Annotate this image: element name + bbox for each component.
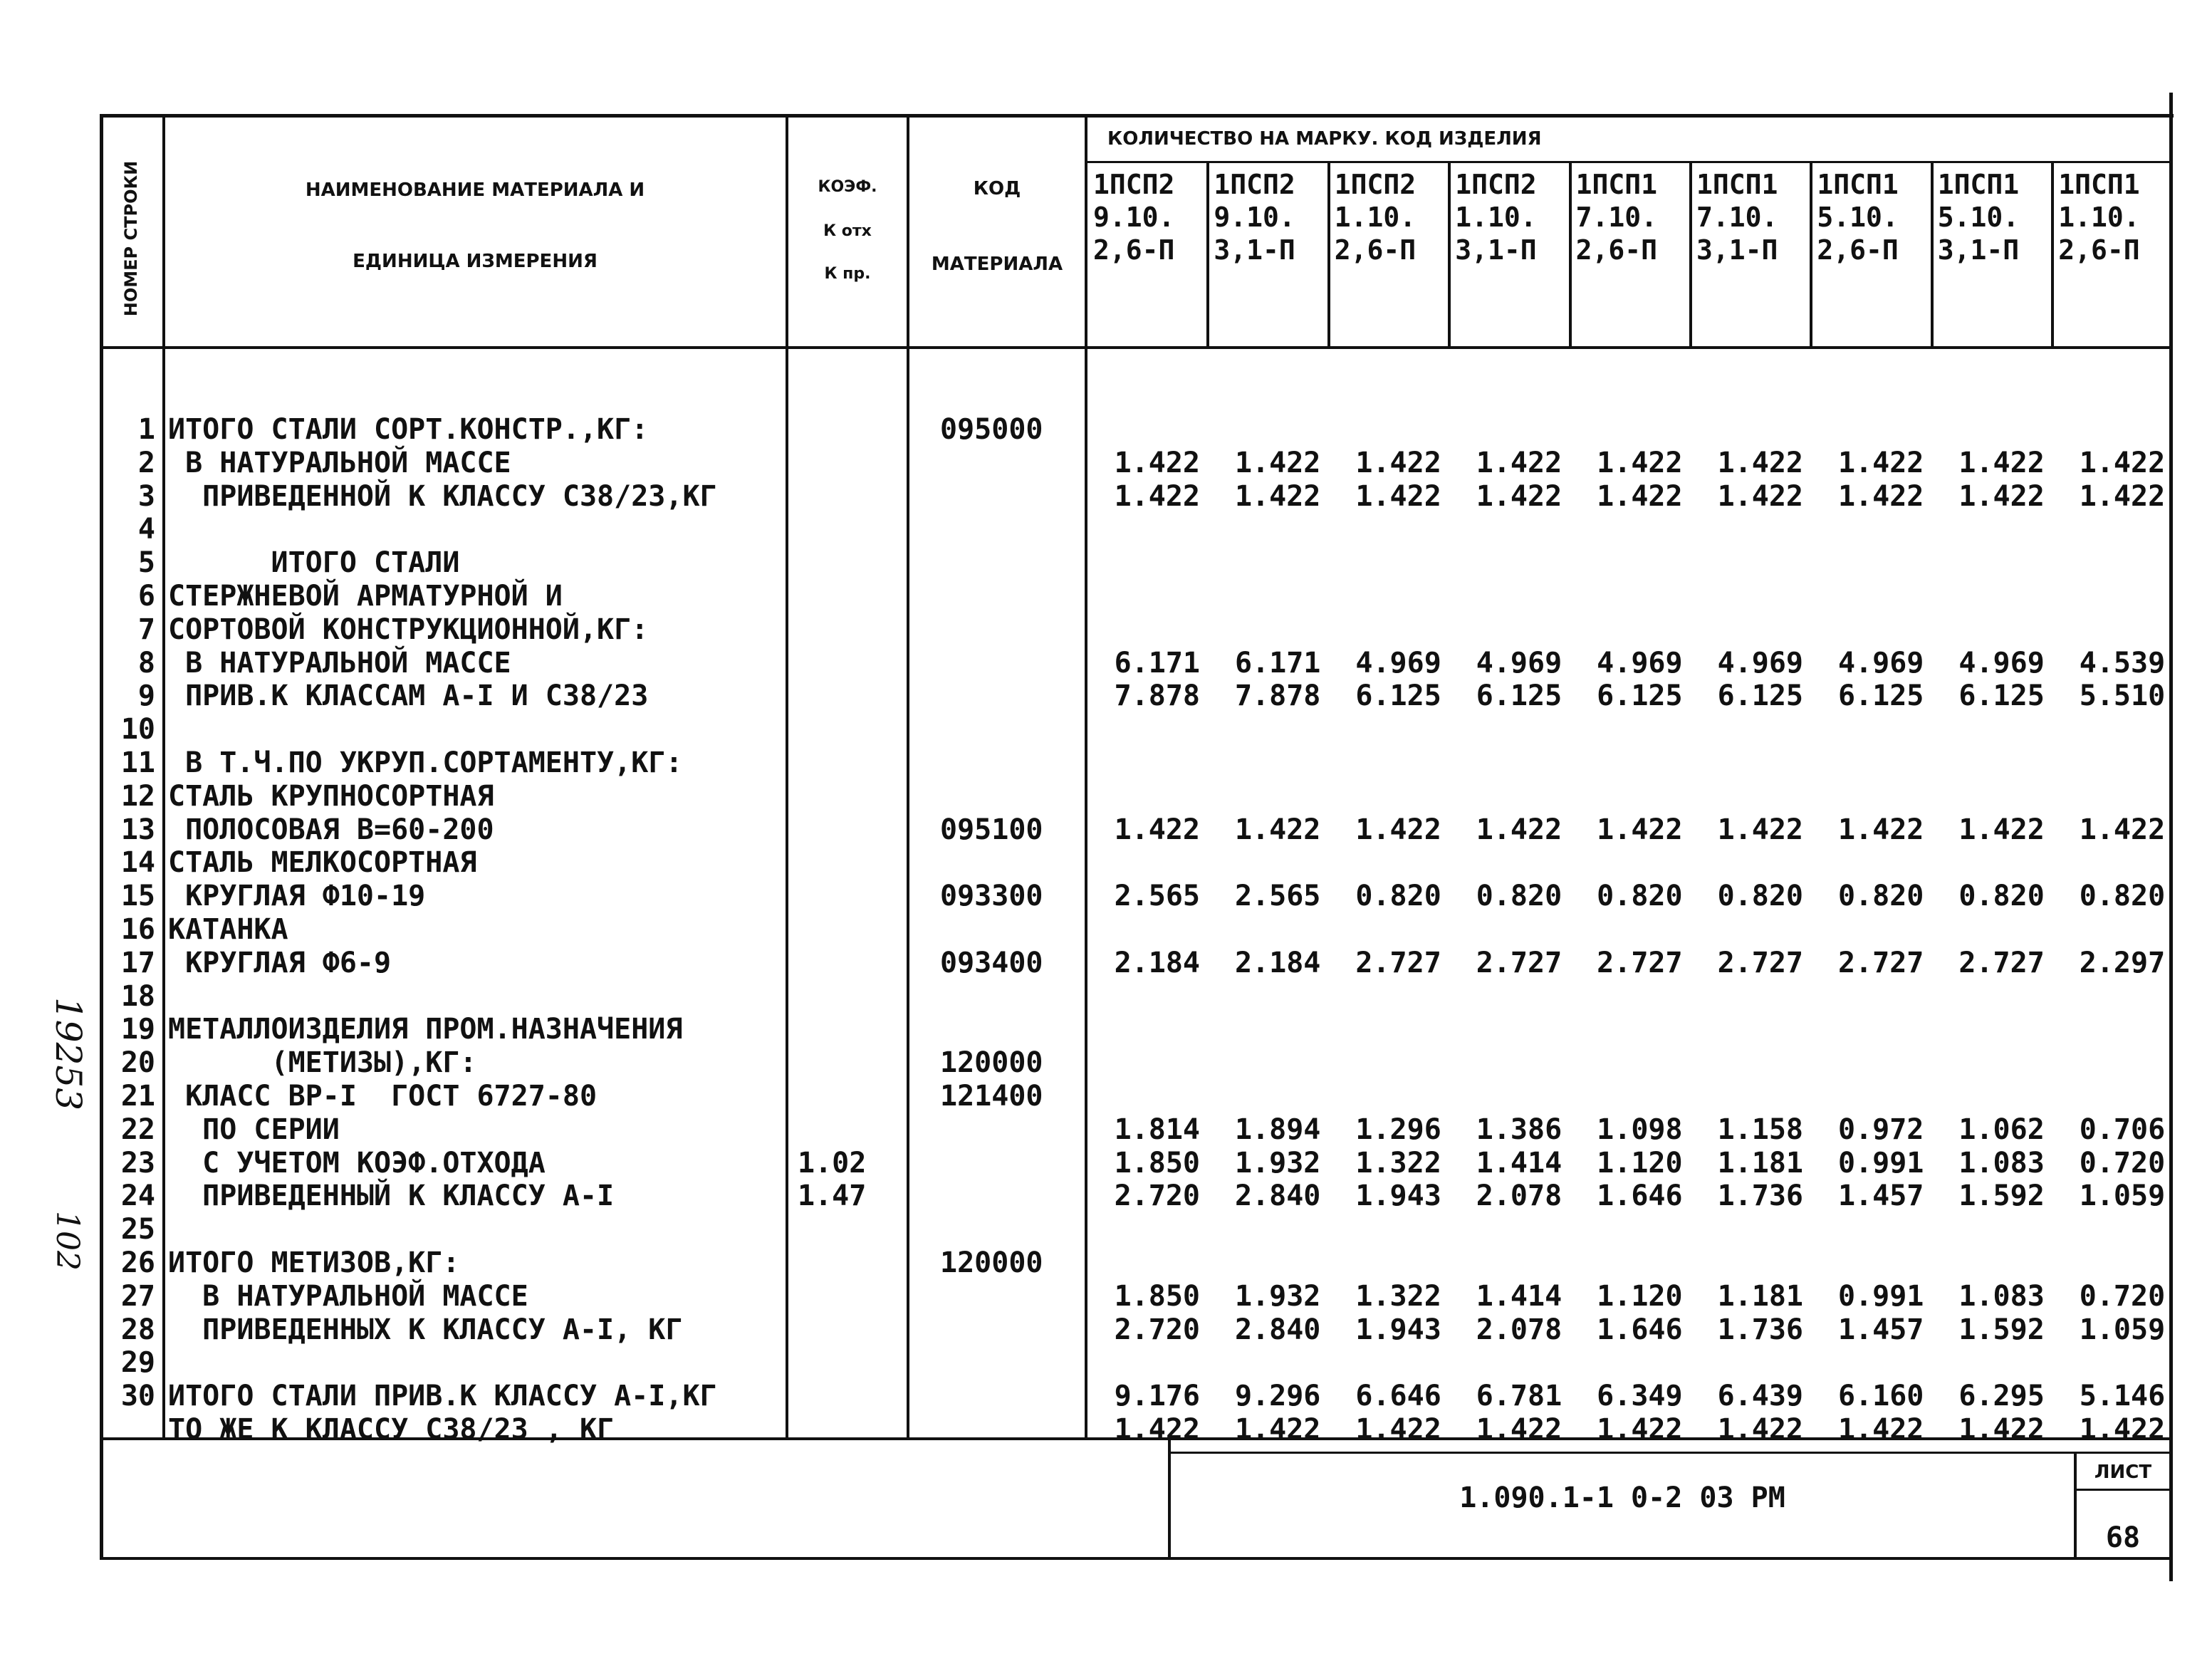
row-number: 8 — [137, 646, 155, 680]
quantity-value: 2.727 — [1717, 946, 1803, 979]
table-row — [0, 913, 2212, 947]
quantity-value: 1.181 — [1717, 1279, 1803, 1313]
quantity-value: 1.422 — [1114, 1413, 1200, 1446]
quantity-value: 6.171 — [1234, 646, 1321, 680]
quantity-value: 1.422 — [1837, 479, 1924, 513]
quantity-value: 0.720 — [2079, 1146, 2166, 1180]
quantity-value: 1.422 — [1114, 479, 1200, 513]
material-name: ИТОГО СТАЛИ — [168, 546, 460, 580]
quantity-value: 4.969 — [1597, 646, 1683, 680]
row-number: 29 — [120, 1346, 155, 1380]
table-row — [0, 980, 2212, 1014]
quantity-value: 1.422 — [1958, 1413, 2045, 1446]
table-row — [0, 947, 2212, 980]
quantity-value: 4.969 — [1837, 646, 1924, 680]
quantity-value: 2.184 — [1234, 946, 1321, 979]
header-code-1: КОД — [973, 178, 1021, 199]
header-row-number: НОМЕР СТРОКИ — [121, 160, 141, 317]
quantity-value: 1.736 — [1717, 1313, 1803, 1346]
quantity-value: 1.083 — [1958, 1146, 2045, 1180]
table-row — [0, 1213, 2212, 1246]
table-row — [0, 846, 2212, 880]
quantity-value: 1.422 — [1958, 479, 2045, 513]
quantity-value: 0.991 — [1837, 1279, 1924, 1313]
quantity-value: 2.727 — [1476, 946, 1563, 979]
row-number: 28 — [120, 1313, 155, 1346]
mark-header: 1ПСП2 9.10. 3,1-П — [1214, 169, 1295, 266]
quantity-value: 2.727 — [1355, 946, 1441, 979]
row-number: 3 — [137, 479, 155, 513]
quantity-value: 0.820 — [1355, 880, 1441, 913]
material-name: ПРИВЕДЕННОЙ К КЛАССУ С38/23,КГ — [168, 479, 717, 513]
quantity-value: 1.422 — [1958, 446, 2045, 479]
quantity-value: 1.943 — [1355, 1180, 1441, 1213]
quantity-value: 6.160 — [1837, 1380, 1924, 1413]
table-row — [0, 1346, 2212, 1380]
quantity-value: 1.158 — [1717, 1113, 1803, 1146]
quantity-value: 0.991 — [1837, 1146, 1924, 1180]
material-code: 121400 — [940, 1080, 1043, 1113]
quantity-value: 4.969 — [1717, 646, 1803, 680]
material-name: В НАТУРАЛЬНОЙ МАССЕ — [168, 646, 511, 680]
quantity-value: 1.850 — [1114, 1279, 1200, 1313]
quantity-value: 1.422 — [1355, 446, 1441, 479]
quantity-value: 4.539 — [2079, 646, 2166, 680]
quantity-value: 0.820 — [2079, 880, 2166, 913]
quantity-value: 2.078 — [1476, 1313, 1563, 1346]
document-code: 1.090.1-1 0-2 03 РМ — [1459, 1482, 1785, 1514]
quantity-value: 0.706 — [2079, 1113, 2166, 1146]
quantity-value: 4.969 — [1355, 646, 1441, 680]
quantity-value: 1.098 — [1597, 1113, 1683, 1146]
quantity-value: 1.646 — [1597, 1313, 1683, 1346]
quantity-value: 6.125 — [1837, 680, 1924, 713]
mark-header: 1ПСП1 5.10. 3,1-П — [1937, 169, 2020, 266]
material-name: ИТОГО МЕТИЗОВ,КГ: — [168, 1246, 460, 1279]
sheet-label: ЛИСТ — [2094, 1462, 2152, 1483]
quantity-value: 1.422 — [1597, 1413, 1683, 1446]
quantity-value: 1.422 — [1597, 446, 1683, 479]
mark-col-divider — [2051, 162, 2054, 348]
material-name: ПРИВ.К КЛАССАМ А-I И С38/23 — [168, 680, 649, 713]
quantity-value: 6.125 — [1355, 680, 1441, 713]
table-row — [0, 813, 2212, 847]
mark-header: 1ПСП1 7.10. 2,6-П — [1575, 169, 1657, 266]
material-name: В НАТУРАЛЬНОЙ МАССЕ — [168, 1279, 528, 1313]
material-code: 120000 — [940, 1046, 1043, 1080]
mark-col-divider — [1931, 162, 1934, 348]
quantity-value: 1.422 — [1355, 1413, 1441, 1446]
quantity-value: 1.422 — [1837, 446, 1924, 479]
row-number: 12 — [120, 779, 155, 813]
mark-col-divider — [1206, 162, 1209, 348]
row-number: 17 — [120, 946, 155, 979]
quantity-value: 1.422 — [2079, 1413, 2166, 1446]
quantity-value: 2.565 — [1234, 880, 1321, 913]
quantity-value: 1.296 — [1355, 1113, 1441, 1146]
table-row — [0, 1413, 2212, 1447]
quantity-value: 2.727 — [1597, 946, 1683, 979]
quantity-value: 1.386 — [1476, 1113, 1563, 1146]
mark-col-divider — [1448, 162, 1451, 348]
header-coef-2: К отх — [823, 222, 872, 240]
quantity-value: 0.972 — [1837, 1113, 1924, 1146]
table-row — [0, 1113, 2212, 1147]
mark-col-divider — [1810, 162, 1812, 348]
material-name: КАТАНКА — [168, 913, 288, 946]
row-number: 25 — [120, 1213, 155, 1246]
material-code: 095100 — [940, 813, 1043, 846]
quantity-value: 6.349 — [1597, 1380, 1683, 1413]
material-name: (МЕТИЗЫ),КГ: — [168, 1046, 477, 1080]
quantity-value: 1.322 — [1355, 1146, 1441, 1180]
quantity-value: 1.422 — [1717, 1413, 1803, 1446]
quantity-value: 9.176 — [1114, 1380, 1200, 1413]
quantity-value: 1.120 — [1597, 1146, 1683, 1180]
quantity-value: 0.720 — [2079, 1279, 2166, 1313]
quantity-value: 0.820 — [1717, 880, 1803, 913]
quantity-value: 5.146 — [2079, 1380, 2166, 1413]
quantity-value: 4.969 — [1958, 646, 2045, 680]
material-name: СТАЛЬ МЕЛКОСОРТНАЯ — [168, 846, 477, 880]
quantity-value: 2.840 — [1234, 1180, 1321, 1213]
quantity-value: 2.297 — [2079, 946, 2166, 979]
row-number: 19 — [120, 1013, 155, 1046]
row-number: 10 — [120, 713, 155, 746]
quantity-value: 1.422 — [1476, 813, 1563, 846]
table-row — [0, 1147, 2212, 1180]
row-number: 4 — [137, 513, 155, 546]
material-name: ПРИВЕДЕННЫХ К КЛАССУ А-I, КГ — [168, 1313, 683, 1346]
row-number: 5 — [137, 546, 155, 580]
table-row — [0, 513, 2212, 546]
material-name: СТАЛЬ КРУПНОСОРТНАЯ — [168, 779, 494, 813]
table-row — [0, 1280, 2212, 1313]
quantity-value: 1.422 — [1717, 813, 1803, 846]
quantity-value: 1.850 — [1114, 1146, 1200, 1180]
row-number: 11 — [120, 746, 155, 779]
quantity-value: 1.457 — [1837, 1313, 1924, 1346]
mark-header: 1ПСП1 5.10. 2,6-П — [1817, 169, 1899, 266]
header-quantity: КОЛИЧЕСТВО НА МАРКУ. КОД ИЗДЕЛИЯ — [1107, 128, 1542, 150]
quantity-value: 0.820 — [1958, 880, 2045, 913]
table-row — [0, 413, 2212, 447]
quantity-value: 2.720 — [1114, 1180, 1200, 1213]
quantity-value: 2.720 — [1114, 1313, 1200, 1346]
quantity-value: 2.565 — [1114, 880, 1200, 913]
coefficient: 1.02 — [798, 1146, 867, 1180]
quantity-value: 1.646 — [1597, 1180, 1683, 1213]
table-row — [0, 1313, 2212, 1347]
row-number: 9 — [137, 680, 155, 713]
material-name: ИТОГО СТАЛИ ПРИВ.К КЛАССУ А-I,КГ — [168, 1380, 717, 1413]
row-number: 1 — [137, 413, 155, 446]
quantity-header-divider — [1086, 161, 2172, 163]
mark-header: 1ПСП2 1.10. 2,6-П — [1334, 169, 1417, 266]
table-row — [0, 1246, 2212, 1280]
header-material-name-1: НАИМЕНОВАНИЕ МАТЕРИАЛА И — [305, 179, 645, 201]
material-name: КЛАСС ВР-I ГОСТ 6727-80 — [168, 1080, 598, 1113]
quantity-value: 1.422 — [1717, 479, 1803, 513]
quantity-value: 2.727 — [1837, 946, 1924, 979]
quantity-value: 2.184 — [1114, 946, 1200, 979]
quantity-value: 9.296 — [1234, 1380, 1321, 1413]
row-number: 16 — [120, 913, 155, 946]
header-code-2: МАТЕРИАЛА — [931, 254, 1063, 275]
quantity-value: 0.820 — [1837, 880, 1924, 913]
quantity-value: 6.646 — [1355, 1380, 1441, 1413]
row-number: 26 — [120, 1246, 155, 1279]
header-coef-1: КОЭФ. — [818, 178, 877, 196]
quantity-value: 1.120 — [1597, 1279, 1683, 1313]
material-name: ТО ЖЕ К КЛАССУ С38/23 , КГ — [168, 1413, 615, 1446]
quantity-value: 1.422 — [1837, 1413, 1924, 1446]
material-name: ПОЛОСОВАЯ В=60-200 — [168, 813, 494, 846]
quantity-value: 6.439 — [1717, 1380, 1803, 1413]
quantity-value: 1.059 — [2079, 1313, 2166, 1346]
quantity-value: 1.422 — [1476, 1413, 1563, 1446]
coefficient: 1.47 — [798, 1180, 867, 1213]
quantity-value: 1.422 — [1597, 813, 1683, 846]
material-code: 095000 — [940, 413, 1043, 446]
material-name: КРУГЛАЯ Ф6-9 — [168, 946, 392, 979]
quantity-value: 1.422 — [1234, 1413, 1321, 1446]
quantity-value: 1.422 — [1958, 813, 2045, 846]
quantity-value: 6.125 — [1476, 680, 1563, 713]
header-coef-3: К пр. — [824, 265, 871, 283]
sheet-bottom-border — [100, 1557, 2172, 1560]
quantity-value: 2.078 — [1476, 1180, 1563, 1213]
material-name: СОРТОВОЙ КОНСТРУКЦИОННОЙ,КГ: — [168, 613, 649, 646]
table-row — [0, 647, 2212, 680]
quantity-value: 1.422 — [1234, 813, 1321, 846]
quantity-value: 1.414 — [1476, 1279, 1563, 1313]
row-number: 18 — [120, 979, 155, 1013]
mark-col-divider — [1689, 162, 1692, 348]
quantity-value: 1.422 — [1114, 813, 1200, 846]
quantity-value: 1.083 — [1958, 1279, 2045, 1313]
mark-header: 1ПСП1 1.10. 2,6-П — [2058, 169, 2140, 266]
table-row — [0, 1046, 2212, 1080]
row-number: 30 — [120, 1380, 155, 1413]
mark-header: 1ПСП2 1.10. 3,1-П — [1455, 169, 1537, 266]
quantity-value: 1.422 — [1234, 446, 1321, 479]
table-row — [0, 1180, 2212, 1213]
mark-col-divider — [1569, 162, 1572, 348]
row-number: 23 — [120, 1146, 155, 1180]
material-name: ПО СЕРИИ — [168, 1113, 340, 1146]
material-name: В Т.Ч.ПО УКРУП.СОРТАМЕНТУ,КГ: — [168, 746, 683, 779]
quantity-value: 1.592 — [1958, 1180, 2045, 1213]
archive-number: 19253 — [48, 997, 89, 1111]
quantity-value: 1.422 — [1355, 479, 1441, 513]
table-row — [0, 580, 2212, 613]
material-name: ПРИВЕДЕННЫЙ К КЛАССУ А-I — [168, 1180, 615, 1213]
quantity-value: 1.894 — [1234, 1113, 1321, 1146]
quantity-value: 7.878 — [1234, 680, 1321, 713]
mark-col-divider — [1327, 162, 1330, 348]
quantity-value: 1.457 — [1837, 1180, 1924, 1213]
table-row — [0, 880, 2212, 913]
quantity-value: 1.062 — [1958, 1113, 2045, 1146]
quantity-value: 1.814 — [1114, 1113, 1200, 1146]
material-name: МЕТАЛЛОИЗДЕЛИЯ ПРОМ.НАЗНАЧЕНИЯ — [168, 1013, 683, 1046]
quantity-value: 1.422 — [1717, 446, 1803, 479]
table-row — [0, 447, 2212, 480]
page-number: 102 — [49, 1211, 85, 1271]
mark-header: 1ПСП1 7.10. 3,1-П — [1696, 169, 1778, 266]
title-box-top — [1171, 1452, 2171, 1454]
material-name: КРУГЛАЯ Ф10-19 — [168, 880, 426, 913]
row-number: 7 — [137, 613, 155, 646]
material-name: ИТОГО СТАЛИ СОРТ.КОНСТР.,КГ: — [168, 413, 649, 446]
quantity-value: 6.295 — [1958, 1380, 2045, 1413]
header-bottom-border — [100, 346, 2172, 349]
table-row — [0, 613, 2212, 647]
material-name: СТЕРЖНЕВОЙ АРМАТУРНОЙ И — [168, 580, 563, 613]
table-row — [0, 780, 2212, 813]
quantity-value: 1.422 — [1837, 813, 1924, 846]
quantity-value: 1.422 — [1597, 479, 1683, 513]
material-code: 093400 — [940, 946, 1043, 979]
quantity-value: 1.059 — [2079, 1180, 2166, 1213]
mark-header: 1ПСП2 9.10. 2,6-П — [1093, 169, 1175, 266]
row-number: 2 — [137, 446, 155, 479]
row-number: 13 — [120, 813, 155, 846]
table-row — [0, 680, 2212, 713]
quantity-value: 1.422 — [1476, 479, 1563, 513]
row-number: 14 — [120, 846, 155, 880]
row-number: 27 — [120, 1279, 155, 1313]
row-number: 6 — [137, 580, 155, 613]
quantity-value: 7.878 — [1114, 680, 1200, 713]
quantity-value: 1.414 — [1476, 1146, 1563, 1180]
quantity-value: 1.422 — [2079, 479, 2166, 513]
row-number: 20 — [120, 1046, 155, 1080]
quantity-value: 1.932 — [1234, 1146, 1321, 1180]
quantity-value: 6.125 — [1597, 680, 1683, 713]
row-number: 15 — [120, 880, 155, 913]
quantity-value: 6.171 — [1114, 646, 1200, 680]
quantity-value: 6.781 — [1476, 1380, 1563, 1413]
sheet-number: 68 — [2105, 1521, 2141, 1554]
quantity-value: 1.736 — [1717, 1180, 1803, 1213]
quantity-value: 1.422 — [1476, 446, 1563, 479]
sheet-box-divider — [2074, 1489, 2171, 1491]
table-row — [0, 1013, 2212, 1046]
quantity-value: 4.969 — [1476, 646, 1563, 680]
row-number: 22 — [120, 1113, 155, 1146]
quantity-value: 2.727 — [1958, 946, 2045, 979]
material-name: В НАТУРАЛЬНОЙ МАССЕ — [168, 446, 511, 479]
quantity-value: 0.820 — [1476, 880, 1563, 913]
quantity-value: 1.422 — [1114, 446, 1200, 479]
table-row — [0, 1080, 2212, 1113]
quantity-value: 1.943 — [1355, 1313, 1441, 1346]
quantity-value: 1.322 — [1355, 1279, 1441, 1313]
table-row — [0, 746, 2212, 780]
table-top-border — [100, 114, 2174, 118]
quantity-value: 5.510 — [2079, 680, 2166, 713]
quantity-value: 2.840 — [1234, 1313, 1321, 1346]
table-row — [0, 546, 2212, 580]
quantity-value: 1.422 — [2079, 813, 2166, 846]
table-row — [0, 480, 2212, 514]
quantity-value: 1.181 — [1717, 1146, 1803, 1180]
quantity-value: 1.422 — [1234, 479, 1321, 513]
material-code: 093300 — [940, 880, 1043, 913]
table-row — [0, 713, 2212, 746]
material-code: 120000 — [940, 1246, 1043, 1279]
table-row — [0, 1380, 2212, 1413]
quantity-value: 1.422 — [1355, 813, 1441, 846]
material-name: С УЧЕТОМ КОЭФ.ОТХОДА — [168, 1146, 546, 1180]
row-number: 21 — [120, 1080, 155, 1113]
quantity-value: 6.125 — [1717, 680, 1803, 713]
header-material-name-2: ЕДИНИЦА ИЗМЕРЕНИЯ — [353, 251, 598, 272]
row-number: 24 — [120, 1180, 155, 1213]
quantity-value: 0.820 — [1597, 880, 1683, 913]
quantity-value: 1.932 — [1234, 1279, 1321, 1313]
quantity-value: 1.592 — [1958, 1313, 2045, 1346]
quantity-value: 1.422 — [2079, 446, 2166, 479]
quantity-value: 6.125 — [1958, 680, 2045, 713]
